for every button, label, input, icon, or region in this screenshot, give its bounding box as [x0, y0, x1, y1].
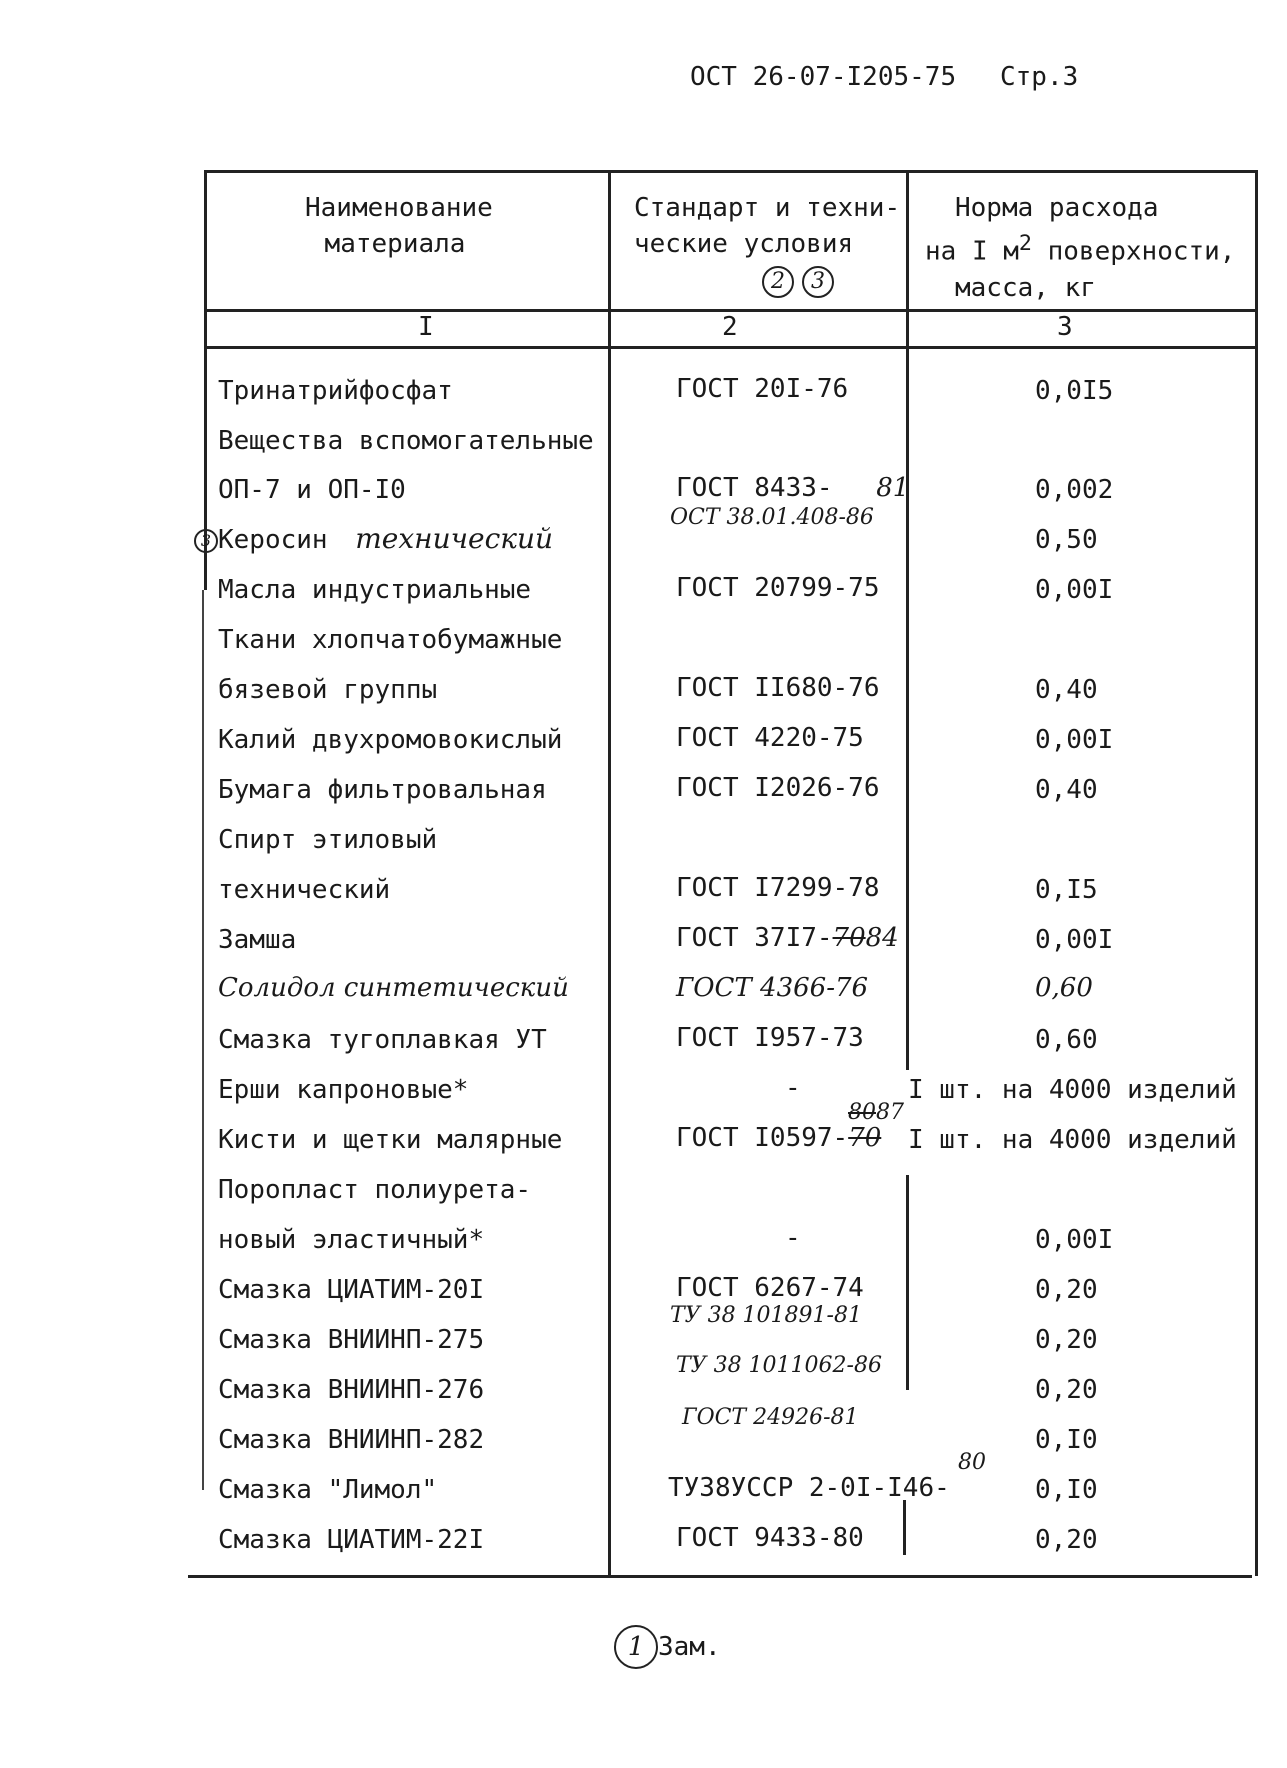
column-divider-1 [608, 170, 611, 1576]
row-name: Масла индустриальные [218, 575, 532, 605]
row-name-handwritten: Солидол синтетический [218, 973, 569, 1003]
table-top-border [205, 170, 1255, 173]
table-right-border [1255, 170, 1258, 1576]
row-name: Смазка ВНИИНП-282 [218, 1425, 485, 1455]
row-norm: 0,00I [1035, 925, 1114, 955]
row-standard-correction: 80 [958, 1450, 986, 1475]
row-norm: 0,I0 [1035, 1475, 1098, 1505]
change-mark-1: 1 [614, 1625, 658, 1669]
row-norm: 0,50 [1035, 525, 1098, 555]
row-standard: ГОСТ 37I7-7084 [676, 923, 899, 953]
row-name: Спирт этиловый [218, 825, 438, 855]
row-standard: ГОСТ I7299-78 [676, 873, 880, 903]
change-mark-3: 3 [802, 266, 834, 298]
change-mark-2: 2 [762, 266, 794, 298]
row-norm: 0,I0 [1035, 1425, 1098, 1455]
row-name: Кисти и щетки малярные [218, 1125, 563, 1155]
row-standard: ГОСТ 6267-74 [676, 1273, 864, 1303]
row-standard: ГОСТ I957-73 [676, 1023, 864, 1053]
row-name: Вещества вспомогательные [218, 426, 594, 456]
row-norm: 0,00I [1035, 725, 1114, 755]
row-name: Смазка тугоплавкая УТ [218, 1025, 547, 1055]
row-name: Ерши капроновые* [218, 1075, 469, 1105]
row-standard: - [785, 1223, 801, 1253]
column-divider-2c [903, 1500, 906, 1555]
row-norm: 0,20 [1035, 1325, 1098, 1355]
row-name: Смазка ЦИАТИМ-22I [218, 1525, 485, 1555]
row-standard-handwritten: ГОСТ 4366-76 [676, 973, 869, 1003]
row-standard: ТУ38УССР 2-0I-I46- [668, 1473, 950, 1503]
row-name: Замша [218, 925, 297, 955]
row-standard: ГОСТ I2026-76 [676, 773, 880, 803]
row-norm: 0,0I5 [1035, 376, 1114, 406]
row-name: Тринатрийфосфат [218, 376, 453, 406]
row-name: Смазка ВНИИНП-275 [218, 1325, 485, 1355]
row-name: Смазка "Лимол" [218, 1475, 438, 1505]
row-standard: - [785, 1073, 801, 1103]
row-name: Бумага фильтровальная [218, 775, 547, 805]
row-norm: 0,20 [1035, 1375, 1098, 1405]
row-name: технический [218, 875, 391, 905]
row-norm: 0,I5 [1035, 875, 1098, 905]
row-norm: I шт. на 4000 изделий [908, 1075, 1237, 1105]
row-standard: ГОСТ I0597-70 [676, 1123, 882, 1153]
row-norm: 0,002 [1035, 475, 1114, 505]
row-name: Калий двухромовокислый [218, 725, 563, 755]
document-code: ОСТ 26-07-I205-75 [690, 62, 957, 92]
row-norm: 0,60 [1035, 1025, 1098, 1055]
col2-header: Стандарт и техни- ческие условия 2 3 [634, 190, 900, 298]
left-border-bottom [202, 590, 204, 1490]
row-standard-handwritten: ТУ 38 101891-81 [670, 1303, 862, 1328]
number-row-divider [205, 346, 1255, 349]
row-standard: ГОСТ 20I-76 [676, 374, 849, 404]
row-name: бязевой группы [218, 675, 438, 705]
page-number: Стр.3 [1000, 62, 1079, 92]
row-name: Смазка ВНИИНП-276 [218, 1375, 485, 1405]
row-name: Смазка ЦИАТИМ-20I [218, 1275, 485, 1305]
row-norm: I шт. на 4000 изделий [908, 1125, 1237, 1155]
row-name: Ткани хлопчатобумажные [218, 625, 563, 655]
col1-number: I [418, 312, 434, 342]
row-name: новый эластичный* [218, 1225, 485, 1255]
column-divider-2b [906, 1175, 909, 1390]
col3-header: Норма расхода на I $м^2$ поверхности, масса, кг [925, 193, 1236, 303]
row-name: 3 Керосин технический [194, 522, 553, 555]
row-norm: 0,40 [1035, 675, 1098, 705]
row-standard: ГОСТ 8433- 81 [676, 473, 910, 503]
col1-header: Наименование материала [305, 193, 493, 259]
row-standard: ГОСТ 9433-80 [676, 1523, 864, 1553]
row-norm: 0,20 [1035, 1525, 1098, 1555]
row-norm: 0,20 [1035, 1275, 1098, 1305]
change-note: 1 Зам. [614, 1625, 721, 1669]
row-standard-correction: 8087 [848, 1100, 904, 1125]
row-name: ОП-7 и ОП-I0 [218, 475, 406, 505]
row-norm-handwritten: 0,60 [1035, 973, 1093, 1003]
row-standard-handwritten: ГОСТ 24926-81 [682, 1405, 859, 1430]
row-standard: ГОСТ 4220-75 [676, 723, 864, 753]
row-norm: 0,40 [1035, 775, 1098, 805]
column-divider-2a [906, 170, 909, 1070]
col3-number: 3 [1057, 312, 1073, 342]
row-standard: ГОСТ 20799-75 [676, 573, 880, 603]
row-name: Поропласт полиурета- [218, 1175, 532, 1205]
change-mark-3-row: 3 [194, 529, 218, 553]
row-norm: 0,00I [1035, 575, 1114, 605]
row-standard-handwritten: ОСТ 38.01.408-86 [670, 505, 874, 530]
row-standard-handwritten: ТУ 38 1011062-86 [676, 1353, 882, 1378]
row-standard: ГОСТ II680-76 [676, 673, 880, 703]
table-bottom-border [188, 1575, 1252, 1578]
row-norm: 0,00I [1035, 1225, 1114, 1255]
col2-number: 2 [722, 312, 738, 342]
